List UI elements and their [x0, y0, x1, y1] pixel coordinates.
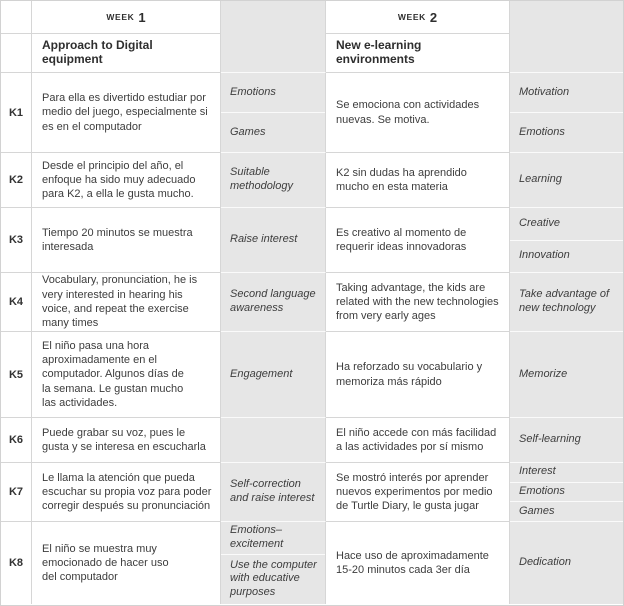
week2-tag: Interest — [519, 465, 556, 478]
row-label: K4 — [1, 272, 32, 331]
week1-observation — [32, 521, 221, 604]
week1-observation-text: Vocabulary, pronunciation, he is very interested in hearing his voice, and repeat the exercise many times — [42, 274, 198, 330]
week2-observation-text: Se mostró interés por aprender nuevos experimentos por medio de Turtle Diary, le gusta jugar — [336, 471, 493, 513]
week2-subtitle: New e-learning environments — [336, 38, 422, 66]
week2-tags — [510, 207, 623, 272]
week2-observation-text: K2 sin dudas ha aprendido mucho en esta materia — [336, 166, 467, 193]
week1-label: WEEK — [106, 12, 135, 22]
row-label: K1 — [1, 72, 32, 152]
week2-tag: Self-learning — [519, 433, 581, 446]
week1-tags — [221, 417, 326, 462]
week1-tag: Raise interest — [230, 233, 298, 246]
row-label: K3 — [1, 207, 32, 272]
week1-tag: Emotions– excitement — [230, 524, 284, 550]
week1-observation-text: Para ella es divertido estudiar por medio del juego, especialmente si es en el computador — [42, 92, 208, 133]
week2-observation — [326, 462, 510, 521]
week2-number: 2 — [429, 9, 438, 25]
week1-tag — [221, 418, 325, 462]
week2-tags — [510, 72, 623, 152]
week2-tag: Motivation — [519, 85, 570, 98]
week1-observation-text: Desde el principio del año, el enfoque ha sido muy adecuado para K2, a ella le gusta mucho. — [42, 159, 196, 201]
week2-observation — [326, 72, 510, 152]
week2-subtitle-cell — [326, 33, 509, 72]
week2-observation-text: Ha reforzado su vocabulario y memoriza más rápido — [336, 361, 483, 388]
header-week1 — [32, 1, 221, 72]
week1-title — [32, 1, 220, 33]
table-row-k5 — [1, 331, 623, 417]
week1-tag: Games — [221, 112, 325, 152]
week2-observation-text: Hace uso de aproximadamente 15-20 minutos cada 3er día — [336, 549, 489, 576]
week1-observation-text: El niño se muestra muy emocionado de hacer uso del computador — [42, 542, 169, 584]
header-corner-top — [1, 1, 31, 33]
header-corner-cell — [1, 1, 32, 72]
week2-tag: Creative — [519, 216, 560, 229]
week1-observation — [32, 462, 221, 521]
table-row-k3 — [1, 207, 623, 272]
week1-tags — [221, 272, 326, 331]
week1-tag: Suitable methodology — [230, 166, 293, 192]
table-row-k7 — [1, 462, 623, 521]
week1-tags — [221, 331, 326, 417]
table-row-k2 — [1, 152, 623, 207]
row-label: K7 — [1, 462, 32, 521]
week2-observation-text: Es creativo al momento de requerir ideas innovadoras — [336, 226, 467, 253]
week2-tag: Memorize — [519, 367, 568, 380]
week2-observation-text: Taking advantage, the kids are related with the new technologies from very early ages — [336, 281, 499, 323]
week2-tag: Emotions — [510, 112, 623, 152]
week1-tags — [221, 152, 326, 207]
table-header — [1, 1, 623, 72]
week2-tags — [510, 462, 623, 521]
week1-observation-text: Le llama la atención que pueda escuchar su propia voz para poder corregir después su pronunciación — [42, 471, 212, 513]
week2-observation-text: Se emociona con actividades nuevas. Se motiva. — [336, 99, 480, 126]
table-row-k4 — [1, 272, 623, 331]
week1-observation — [32, 331, 221, 417]
week2-tags — [510, 331, 623, 417]
week1-tag: Second language awareness — [230, 288, 316, 314]
week1-tags — [221, 462, 326, 521]
week2-tags — [510, 521, 623, 604]
week2-observation — [326, 152, 510, 207]
week1-observation-text: Tiempo 20 minutos se muestra interesada — [42, 226, 193, 253]
header-week2 — [326, 1, 510, 72]
week2-observation-text: El niño accede con más facilidad a las actividades por sí mismo — [336, 426, 497, 453]
week2-tags — [510, 272, 623, 331]
week1-observation — [32, 207, 221, 272]
header-tag-col-week2 — [510, 1, 623, 72]
row-label: K2 — [1, 152, 32, 207]
week1-tags — [221, 521, 326, 604]
header-tag-col-week1 — [221, 1, 326, 72]
week2-observation — [326, 207, 510, 272]
week2-tag: Take advantage of new technology — [519, 288, 610, 314]
row-label: K6 — [1, 417, 32, 462]
week1-observation-text: El niño pasa una hora aproximadamente en el computador. Algunos días de la semana. Le gustan mucho las actividades. — [42, 339, 184, 409]
week2-tags — [510, 417, 623, 462]
week2-tag: Learning — [519, 173, 562, 186]
week1-observation — [32, 272, 221, 331]
week1-tags — [221, 207, 326, 272]
week2-observation — [326, 417, 510, 462]
week2-tags — [510, 152, 623, 207]
week1-tag: Self-correction and raise interest — [230, 478, 315, 504]
week1-observation — [32, 72, 221, 152]
week1-subtitle-cell — [32, 33, 220, 72]
week2-tag: Innovation — [510, 240, 623, 273]
week2-observation — [326, 521, 510, 604]
row-label: K8 — [1, 521, 32, 604]
table-row-k8 — [1, 521, 623, 604]
week2-tag: Games — [510, 501, 623, 521]
week2-title — [326, 1, 509, 33]
week2-tag: Dedication — [519, 556, 571, 569]
week1-number: 1 — [138, 9, 146, 25]
week1-subtitle: Approach to Digital equipment — [42, 38, 153, 66]
header-corner-bottom — [1, 33, 31, 72]
row-label: K5 — [1, 331, 32, 417]
week1-tags — [221, 72, 326, 152]
week2-observation — [326, 272, 510, 331]
week1-tag: Use the computer with educative purposes — [221, 554, 325, 605]
week1-tag: Engagement — [230, 367, 293, 380]
week1-observation — [32, 417, 221, 462]
week1-observation-text: Puede grabar su voz, pues le gusta y se interesa en escucharla — [42, 426, 206, 453]
week2-observation — [326, 331, 510, 417]
week1-tag: Emotions — [230, 85, 276, 98]
week2-label: WEEK — [397, 12, 426, 22]
week1-observation — [32, 152, 221, 207]
table-row-k1 — [1, 72, 623, 152]
table-row-k6 — [1, 417, 623, 462]
week2-tag: Emotions — [510, 482, 623, 502]
